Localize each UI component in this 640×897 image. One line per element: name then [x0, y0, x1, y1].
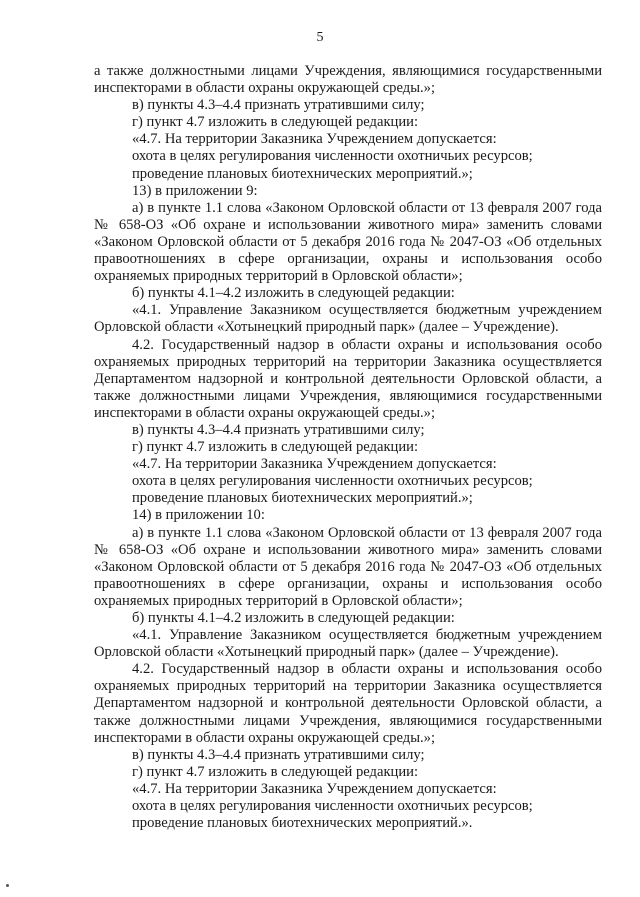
document-paragraph: 14) в приложении 10:	[132, 507, 265, 524]
document-paragraph: проведение плановых биотехнических мероприятий.».	[132, 815, 473, 832]
document-paragraph: «4.1. Управление Заказником осуществляется бюджетным учреждением Орловской области «Хотынецкий природный парк» (далее – Учреждение).	[94, 627, 602, 661]
document-paragraph: в) пункты 4.3–4.4 признать утратившими силу;	[132, 746, 425, 763]
document-paragraph: охота в целях регулирования численности охотничьих ресурсов;	[132, 148, 533, 165]
document-paragraph: проведение плановых биотехнических мероприятий.»;	[132, 490, 473, 507]
document-paragraph: 13) в приложении 9:	[132, 182, 258, 199]
document-paragraph: «4.7. На территории Заказника Учреждением допускается:	[132, 780, 497, 797]
document-body	[94, 63, 602, 832]
document-paragraph: проведение плановых биотехнических мероприятий.»;	[132, 165, 473, 182]
document-paragraph: а) в пункте 1.1 слова «Законом Орловской области от 13 февраля 2007 года № 658-ОЗ «Об охране и использовании животного мира» заменить словами «Законом Орловской области от 5 декабря 2016 года № 2047-ОЗ «Об отдельных правоотношениях в сфере организации, охраны и использования особо охраняемых природных территорий в Орловской области»;	[94, 199, 602, 285]
scan-artifact-dot	[6, 884, 9, 887]
document-paragraph: «4.1. Управление Заказником осуществляется бюджетным учреждением Орловской области «Хотынецкий природный парк» (далее – Учреждение).	[94, 302, 602, 336]
document-paragraph: 4.2. Государственный надзор в области охраны и использования особо охраняемых природных территорий на территории Заказника осуществляется Департаментом надзорной и контрольной деятельности Орловской области, а также должностными лицами Учреждения, являющимися государственными инспекторами в области охраны окружающей среды.»;	[94, 661, 602, 746]
document-paragraph: а) в пункте 1.1 слова «Законом Орловской области от 13 февраля 2007 года № 658-ОЗ «Об охране и использовании животного мира» заменить словами «Законом Орловской области от 5 декабря 2016 года № 2047-ОЗ «Об отдельных правоотношениях в сфере организации, охраны и использования особо охраняемых природных территорий в Орловской области»;	[94, 524, 602, 609]
document-paragraph: «4.7. На территории Заказника Учреждением допускается:	[132, 456, 497, 473]
document-paragraph: б) пункты 4.1–4.2 изложить в следующей редакции:	[132, 285, 455, 302]
document-paragraph: г) пункт 4.7 изложить в следующей редакции:	[132, 763, 419, 780]
document-paragraph: а также должностными лицами Учреждения, являющимися государственными инспекторами в области охраны окружающей среды.»;	[94, 63, 602, 97]
document-paragraph: охота в целях регулирования численности охотничьих ресурсов;	[132, 798, 533, 815]
document-paragraph: «4.7. На территории Заказника Учреждением допускается:	[132, 131, 497, 148]
page-number: 5	[316, 30, 324, 45]
document-paragraph: в) пункты 4.3–4.4 признать утратившими силу;	[132, 421, 425, 438]
document-paragraph: 4.2. Государственный надзор в области охраны и использования особо охраняемых природных территорий на территории Заказника осуществляется Департаментом надзорной и контрольной деятельности Орловской области, а также должностными лицами Учреждения, являющимися государственными инспекторами в области охраны окружающей среды.»;	[94, 336, 602, 421]
document-paragraph: охота в целях регулирования численности охотничьих ресурсов;	[132, 473, 533, 490]
document-paragraph: б) пункты 4.1–4.2 изложить в следующей редакции:	[132, 610, 455, 626]
document-paragraph: в) пункты 4.3–4.4 признать утратившими силу;	[132, 97, 425, 114]
document-paragraph: г) пункт 4.7 изложить в следующей редакции:	[132, 439, 419, 456]
document-paragraph: г) пункт 4.7 изложить в следующей редакции:	[132, 114, 419, 131]
